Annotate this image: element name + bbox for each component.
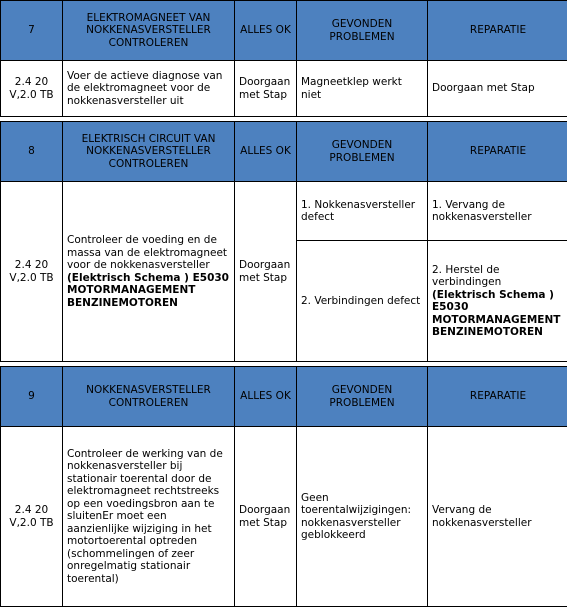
problem-found: Geen toerentalwijzigingen: nokkenasversteller geblokkeerd [297, 427, 428, 607]
test-instruction: Voer de actieve diagnose van de elektromagneet voor de nokkenasversteller uit [63, 61, 235, 117]
component-title: NOKKENASVERSTELLER CONTROLEREN [63, 367, 235, 427]
problem-found: 1. Nokkenasversteller defect [297, 182, 428, 241]
header-repair: REPARATIE [428, 1, 567, 61]
header-problems-found: GEVONDEN PROBLEMEN [297, 122, 428, 182]
problem-found: 2. Verbindingen defect [297, 241, 428, 362]
step-number: 7 [1, 1, 63, 61]
all-ok-action: Doorgaan met Stap [235, 427, 297, 607]
header-problems-found: GEVONDEN PROBLEMEN [297, 367, 428, 427]
repair-action: 1. Vervang de nokkenasversteller [428, 182, 567, 241]
step-number: 8 [1, 122, 63, 182]
step-header-row [1, 367, 567, 427]
header-all-ok: ALLES OK [235, 367, 297, 427]
engine-variant: 2.4 20 V,2.0 TB [1, 182, 63, 362]
all-ok-action: Doorgaan met Stap [235, 61, 297, 117]
test-instruction [63, 182, 235, 362]
step-content-row [1, 61, 567, 117]
all-ok-action: Doorgaan met Stap [235, 182, 297, 362]
step-number: 9 [1, 367, 63, 427]
header-all-ok: ALLES OK [235, 122, 297, 182]
engine-variant: 2.4 20 V,2.0 TB [1, 427, 63, 607]
test-instruction: Controleer de werking van de nokkenasversteller bij stationair toerental door de elektromagneet rechtstreeks op een voedingsbron aan te sluitenEr moet een aanzienlijke wijziging in het motortoerental optreden (schommelingen of zeer onregelmatig stationair toerental) [63, 427, 235, 607]
header-all-ok: ALLES OK [235, 1, 297, 61]
step-header-row [1, 122, 567, 182]
component-title: ELEKTRISCH CIRCUIT VAN NOKKENASVERSTELLER CONTROLEREN [63, 122, 235, 182]
header-repair: REPARATIE [428, 122, 567, 182]
header-problems-found: GEVONDEN PROBLEMEN [297, 1, 428, 61]
component-title: ELEKTROMAGNEET VAN NOKKENASVERSTELLER CONTROLEREN [63, 1, 235, 61]
step-content-row [1, 182, 567, 241]
repair-action [428, 241, 567, 362]
repair-action: Doorgaan met Stap [428, 61, 567, 117]
wiring-diagram-reference: (Elektrisch Schema ) E5030 MOTORMANAGEMENT BENZINEMOTOREN [67, 272, 229, 309]
wiring-diagram-reference: (Elektrisch Schema ) E5030 MOTORMANAGEMENT BENZINEMOTOREN [432, 289, 560, 339]
step-header-row [1, 1, 567, 61]
step-content-row [1, 427, 567, 607]
engine-variant: 2.4 20 V,2.0 TB [1, 61, 63, 117]
repair-action: Vervang de nokkenasversteller [428, 427, 567, 607]
problem-found: Magneetklep werkt niet [297, 61, 428, 117]
test-instruction-text: Controleer de voeding en de massa van de elektromagneet voor de nokkenasversteller [67, 234, 227, 271]
repair-action-text: 2. Herstel de verbindingen [432, 264, 501, 289]
header-repair: REPARATIE [428, 367, 567, 427]
